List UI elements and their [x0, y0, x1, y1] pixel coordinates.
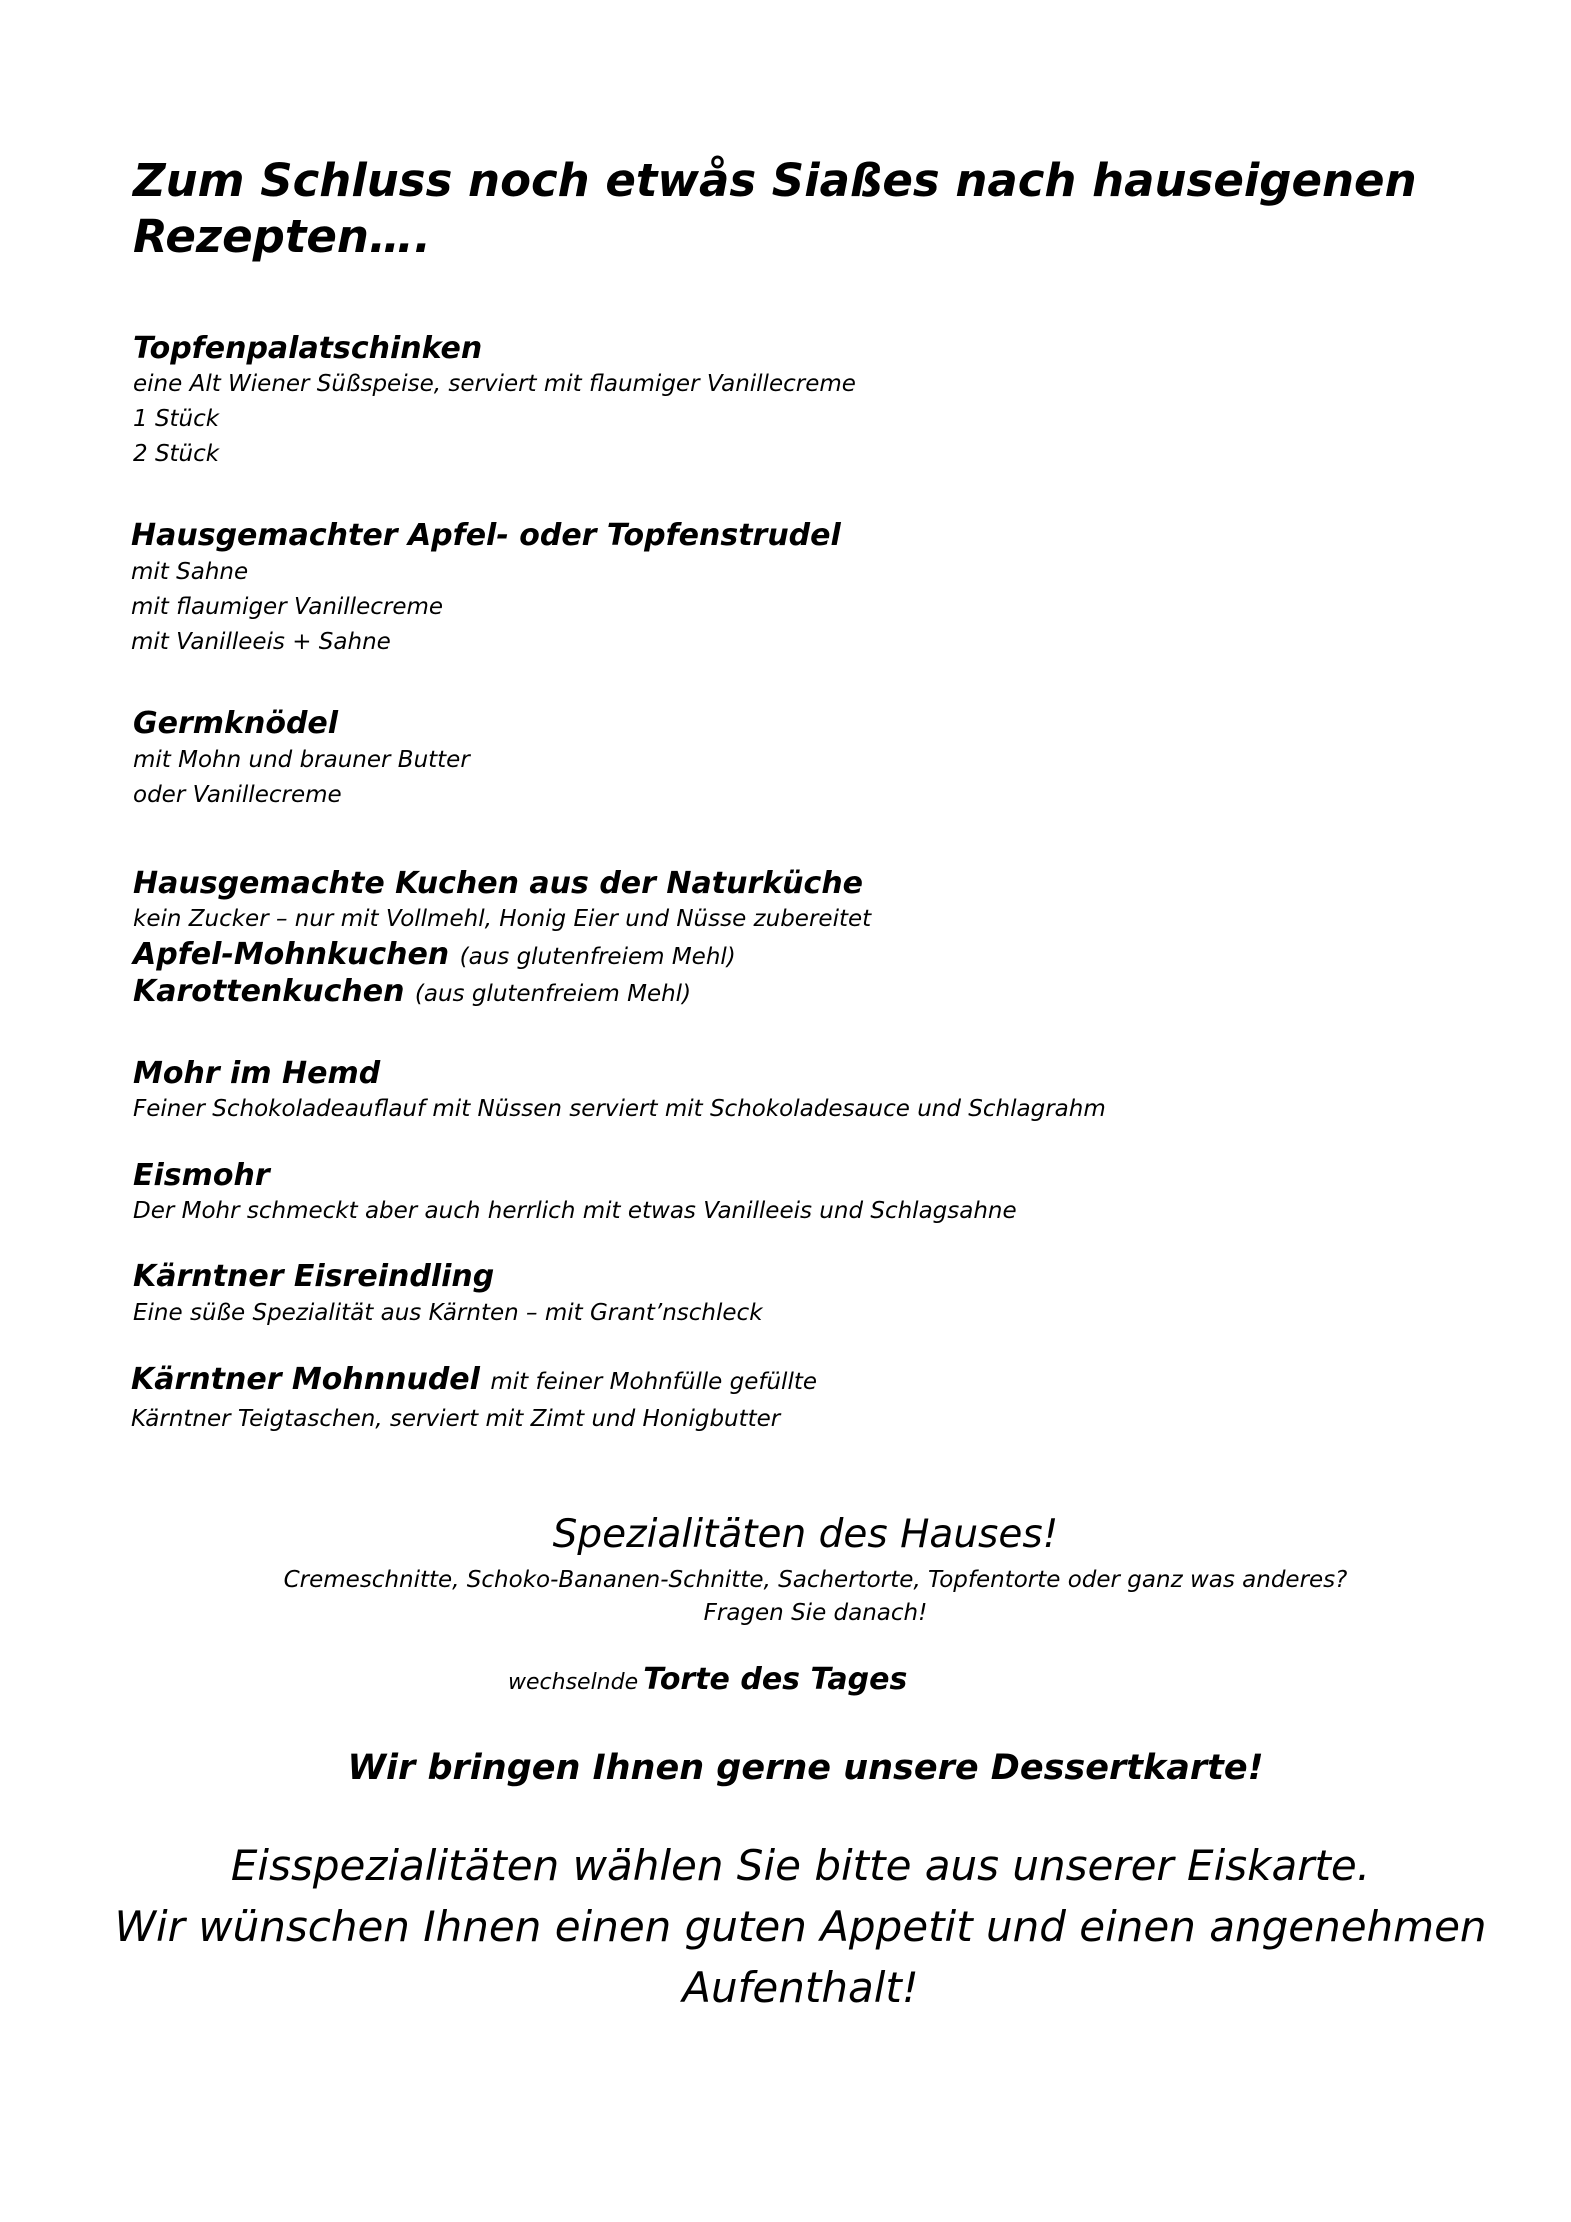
- item-apfel-mohnkuchen-name: Apfel-Mohnkuchen: [133, 937, 450, 972]
- item-strudel-option-2: mit flaumiger Vanillecreme: [131, 594, 444, 620]
- closing-line-2: Wir wünschen Ihnen einen guten Appetit und einen angenehmen: [114, 1902, 1487, 1951]
- item-mohr-im-hemd-name: Mohr im Hemd: [133, 1056, 381, 1091]
- specials-heading: Spezialitäten des Hauses!: [552, 1512, 1059, 1557]
- dessert-card-note: Wir bringen Ihnen gerne unsere Dessertkarte!: [347, 1748, 1264, 1788]
- item-kuchen-name: Hausgemachte Kuchen aus der Naturküche: [133, 866, 864, 901]
- torte-des-tages: [508, 1662, 907, 1697]
- item-eismohr-desc: Der Mohr schmeckt aber auch herrlich mit etwas Vanilleeis und Schlagsahne: [133, 1198, 1017, 1224]
- specials-line-1: Cremeschnitte, Schoko-Bananen-Schnitte, Sachertorte, Topfentorte oder ganz was anderes?: [283, 1567, 1348, 1593]
- page-title-line-1: Zum Schluss noch etwås Siaßes nach hauseigenen: [133, 154, 1417, 207]
- item-germknoedel-option-1: mit Mohn und brauner Butter: [133, 747, 470, 773]
- item-mohnnudel-desc: Kärntner Teigtaschen, serviert mit Zimt und Honigbutter: [131, 1406, 781, 1432]
- item-eisreindling-name: Kärntner Eisreindling: [133, 1259, 495, 1294]
- item-mohnnudel-name: Kärntner Mohnnudel: [131, 1362, 480, 1397]
- closing-line-1: Eisspezialitäten wählen Sie bitte aus unserer Eiskarte.: [230, 1841, 1371, 1890]
- page-title-line-2: Rezepten….: [133, 210, 432, 263]
- item-strudel-name: Hausgemachter Apfel- oder Topfenstrudel: [131, 518, 841, 553]
- item-apfel-mohnkuchen: [133, 937, 736, 972]
- item-eismohr-name: Eismohr: [133, 1158, 270, 1193]
- item-mohr-im-hemd-desc: Feiner Schokoladeauflauf mit Nüssen serviert mit Schokoladesauce und Schlagrahm: [133, 1096, 1106, 1122]
- torte-name: Torte des Tages: [643, 1662, 908, 1697]
- item-germknoedel-name: Germknödel: [133, 706, 339, 741]
- item-topfenpalatschinken-size-2: 2 Stück: [133, 441, 220, 467]
- item-topfenpalatschinken-desc: eine Alt Wiener Süßspeise, serviert mit flaumiger Vanillecreme: [133, 371, 856, 397]
- item-topfenpalatschinken-name: Topfenpalatschinken: [133, 331, 483, 366]
- torte-prefix: wechselnde: [508, 1670, 639, 1695]
- closing-line-3: Aufenthalt!: [682, 1963, 919, 2012]
- item-eisreindling-desc: Eine süße Spezialität aus Kärnten – mit Grant’nschleck: [133, 1300, 763, 1326]
- item-strudel-option-3: mit Vanilleeis + Sahne: [131, 629, 391, 655]
- item-strudel-option-1: mit Sahne: [131, 559, 249, 585]
- specials-line-2: Fragen Sie danach!: [703, 1600, 928, 1626]
- item-topfenpalatschinken-size-1: 1 Stück: [133, 406, 220, 432]
- item-mohnnudel: [131, 1362, 817, 1397]
- item-mohnnudel-note: mit feiner Mohnfülle gefüllte: [490, 1369, 818, 1395]
- item-kuchen-desc: kein Zucker – nur mit Vollmehl, Honig Eier und Nüsse zubereitet: [133, 906, 872, 932]
- item-apfel-mohnkuchen-note: (aus glutenfreiem Mehl): [459, 944, 736, 970]
- item-germknoedel-option-2: oder Vanillecreme: [133, 782, 342, 808]
- item-karottenkuchen-note: (aus glutenfreiem Mehl): [414, 981, 692, 1007]
- item-karottenkuchen: [133, 974, 691, 1009]
- item-karottenkuchen-name: Karottenkuchen: [133, 974, 405, 1009]
